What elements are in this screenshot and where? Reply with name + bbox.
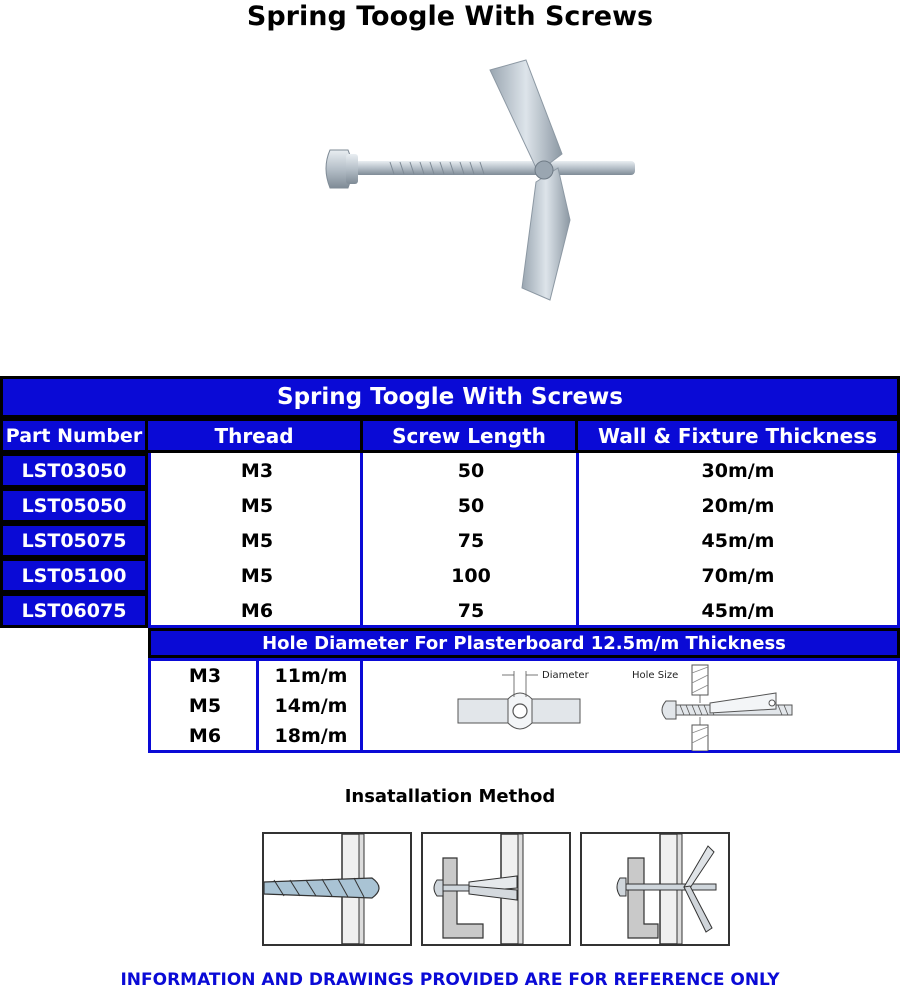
thickness-cell: 20m/m [701, 494, 775, 517]
hole-thread-cell: M5 [188, 695, 222, 717]
page-title: Spring Toogle With Screws [246, 1, 654, 32]
header-thread: Thread [145, 418, 363, 453]
length-cell: 75 [457, 529, 485, 552]
thread-cell: M5 [240, 564, 274, 587]
length-cell: 50 [457, 494, 485, 517]
hole-size-label: Hole Size [632, 670, 679, 681]
install-step-drill [262, 832, 412, 946]
thread-cell: M5 [240, 494, 274, 517]
part-number-cell: LST05050 [0, 488, 148, 523]
hole-diameter-cell: 14m/m [274, 695, 348, 717]
length-cell: 100 [451, 564, 491, 587]
hole-diameter-block [148, 658, 900, 753]
installation-title: Insatallation Method [344, 786, 556, 807]
product-photo [300, 50, 660, 310]
table-title: Spring Toogle With Screws [0, 376, 900, 418]
thickness-cell: 30m/m [701, 459, 775, 482]
hole-diameter-title: Hole Diameter For Plasterboard 12.5m/m Thickness [148, 628, 900, 658]
thickness-cell: 45m/m [701, 529, 775, 552]
length-cell: 50 [457, 459, 485, 482]
hole-diameter-cell: 11m/m [274, 665, 348, 687]
reference-disclaimer: INFORMATION AND DRAWINGS PROVIDED ARE FOR REFERENCE ONLY [120, 970, 780, 990]
thickness-cell: 70m/m [701, 564, 775, 587]
thread-cell: M5 [240, 529, 274, 552]
length-cell: 75 [457, 599, 485, 622]
part-number-cell: LST05100 [0, 558, 148, 593]
part-number-cell: LST05075 [0, 523, 148, 558]
spec-data-block [148, 453, 900, 628]
hole-thread-cell: M3 [188, 665, 222, 687]
header-screw-length: Screw Length [360, 418, 578, 453]
thread-cell: M6 [240, 599, 274, 622]
install-step-tighten [580, 832, 730, 946]
hole-size-diagram [366, 663, 896, 751]
install-step-insert [421, 832, 571, 946]
part-number-cell: LST06075 [0, 593, 148, 628]
diameter-label: Diameter [542, 670, 589, 681]
header-wall-thickness: Wall & Fixture Thickness [575, 418, 900, 453]
part-number-cell: LST03050 [0, 453, 148, 488]
hole-diameter-cell: 18m/m [274, 725, 348, 747]
thickness-cell: 45m/m [701, 599, 775, 622]
thread-cell: M3 [240, 459, 274, 482]
hole-thread-cell: M6 [188, 725, 222, 747]
header-part-number: Part Number [0, 418, 148, 453]
